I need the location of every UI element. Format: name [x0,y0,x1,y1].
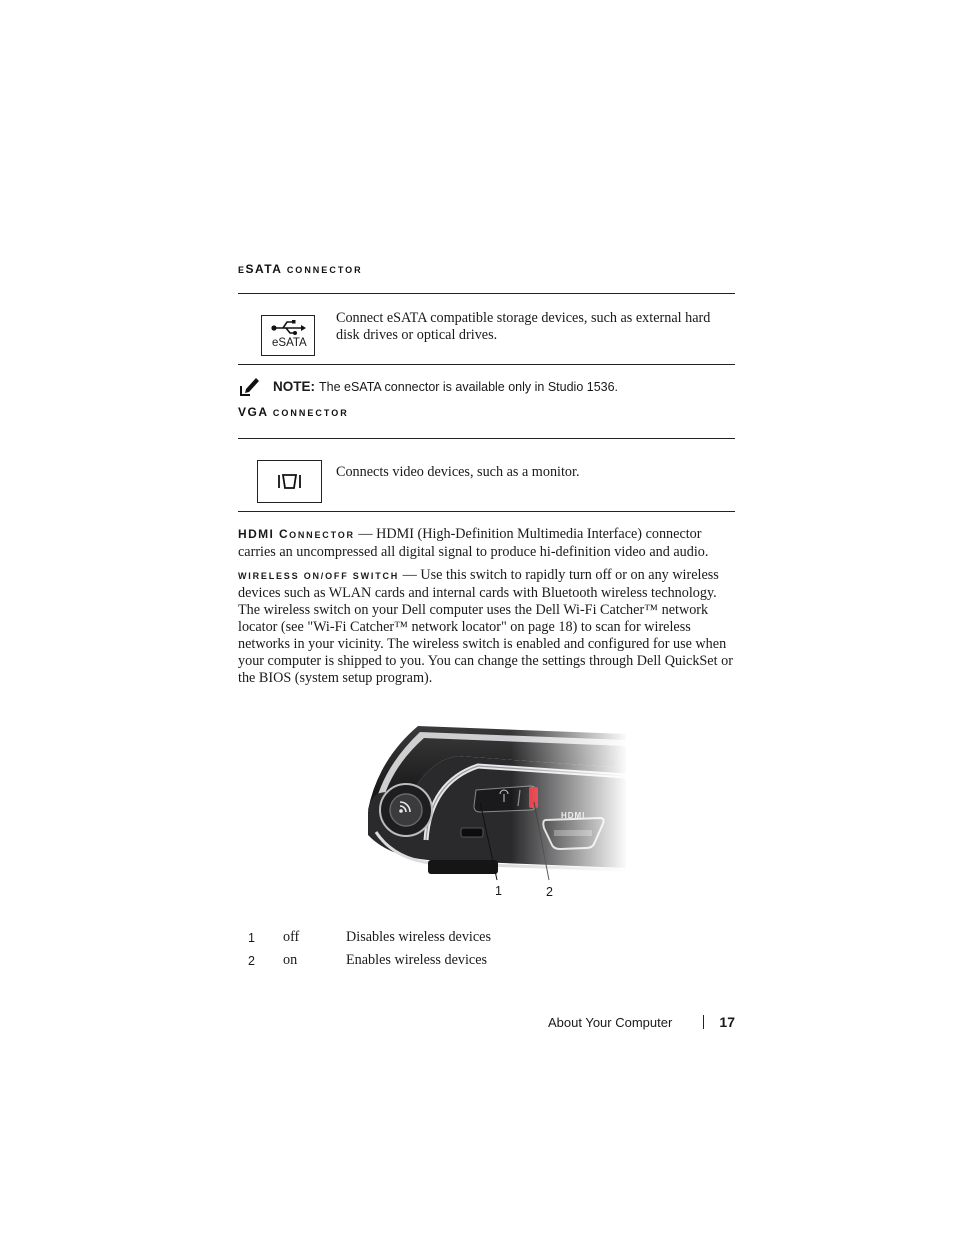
hdmi-paragraph: HDMI CONNECTOR — HDMI (High-Definition Multimedia Interface) connector carries an uncompressed all digital signal to produce hi-definition video and audio. [238,526,709,560]
laptop-side-illustration [368,720,628,910]
vga-icon [257,460,322,503]
footer-section-title: About Your Computer [548,1014,673,1030]
wireless-paragraph: WIRELESS ON/OFF SWITCH — Use this switch to rapidly turn off or on any wireless devices such as WLAN cards and internal cards with Bluetooth wireless technology. The wireless switch on your Dell computer uses the Dell Wi-Fi Catcher™ network locator (see "Wi-Fi Catcher™ network locator" on page 18) to scan for wireless networks in your vicinity. The wireless switch is enabled and configured for use when your computer is shipped to you. You can change the settings through Dell QuickSet or the BIOS (system setup program). [238,567,733,686]
hdmi-runin-heading: HDMI CONNECTOR [238,527,355,541]
esata-description: Connect eSATA compatible storage devices, such as external hard disk drives or optical drives. [336,310,711,343]
table-rule-bottom [238,511,735,512]
footer-separator [703,1015,704,1029]
note [240,376,618,396]
page-number: 17 [719,1014,735,1030]
note-text: The eSATA connector is available only in Studio 1536. [319,379,619,394]
esata-heading: ESATA CONNECTOR [238,262,363,276]
callout-1: 1 [495,884,502,898]
wireless-switch-figure [368,720,628,910]
callout-legend-table [238,926,491,972]
legend-number: 2 [248,953,255,968]
esata-icon [261,315,315,356]
legend-label: on [283,952,298,968]
table-row [238,926,491,949]
wireless-runin-heading: WIRELESS ON/OFF SWITCH [238,571,400,581]
legend-description: Disables wireless devices [346,929,491,945]
table-rule-top [238,438,735,439]
legend-description: Enables wireless devices [346,952,488,968]
pencil-note-icon [240,376,260,396]
table-row [238,949,491,972]
vga-description: Connects video devices, such as a monitor. [336,464,580,480]
hdmi-port-label: HDMI [561,811,586,820]
note-label: NOTE: [273,378,315,394]
legend-label: off [283,929,300,945]
table-rule-bottom [238,364,735,365]
esata-icon-label: eSATA [272,337,307,349]
vga-heading: VGA CONNECTOR [238,405,349,419]
callout-2: 2 [546,885,553,899]
legend-number: 1 [248,930,255,945]
table-rule-top [238,293,735,294]
page-footer [548,1014,735,1030]
